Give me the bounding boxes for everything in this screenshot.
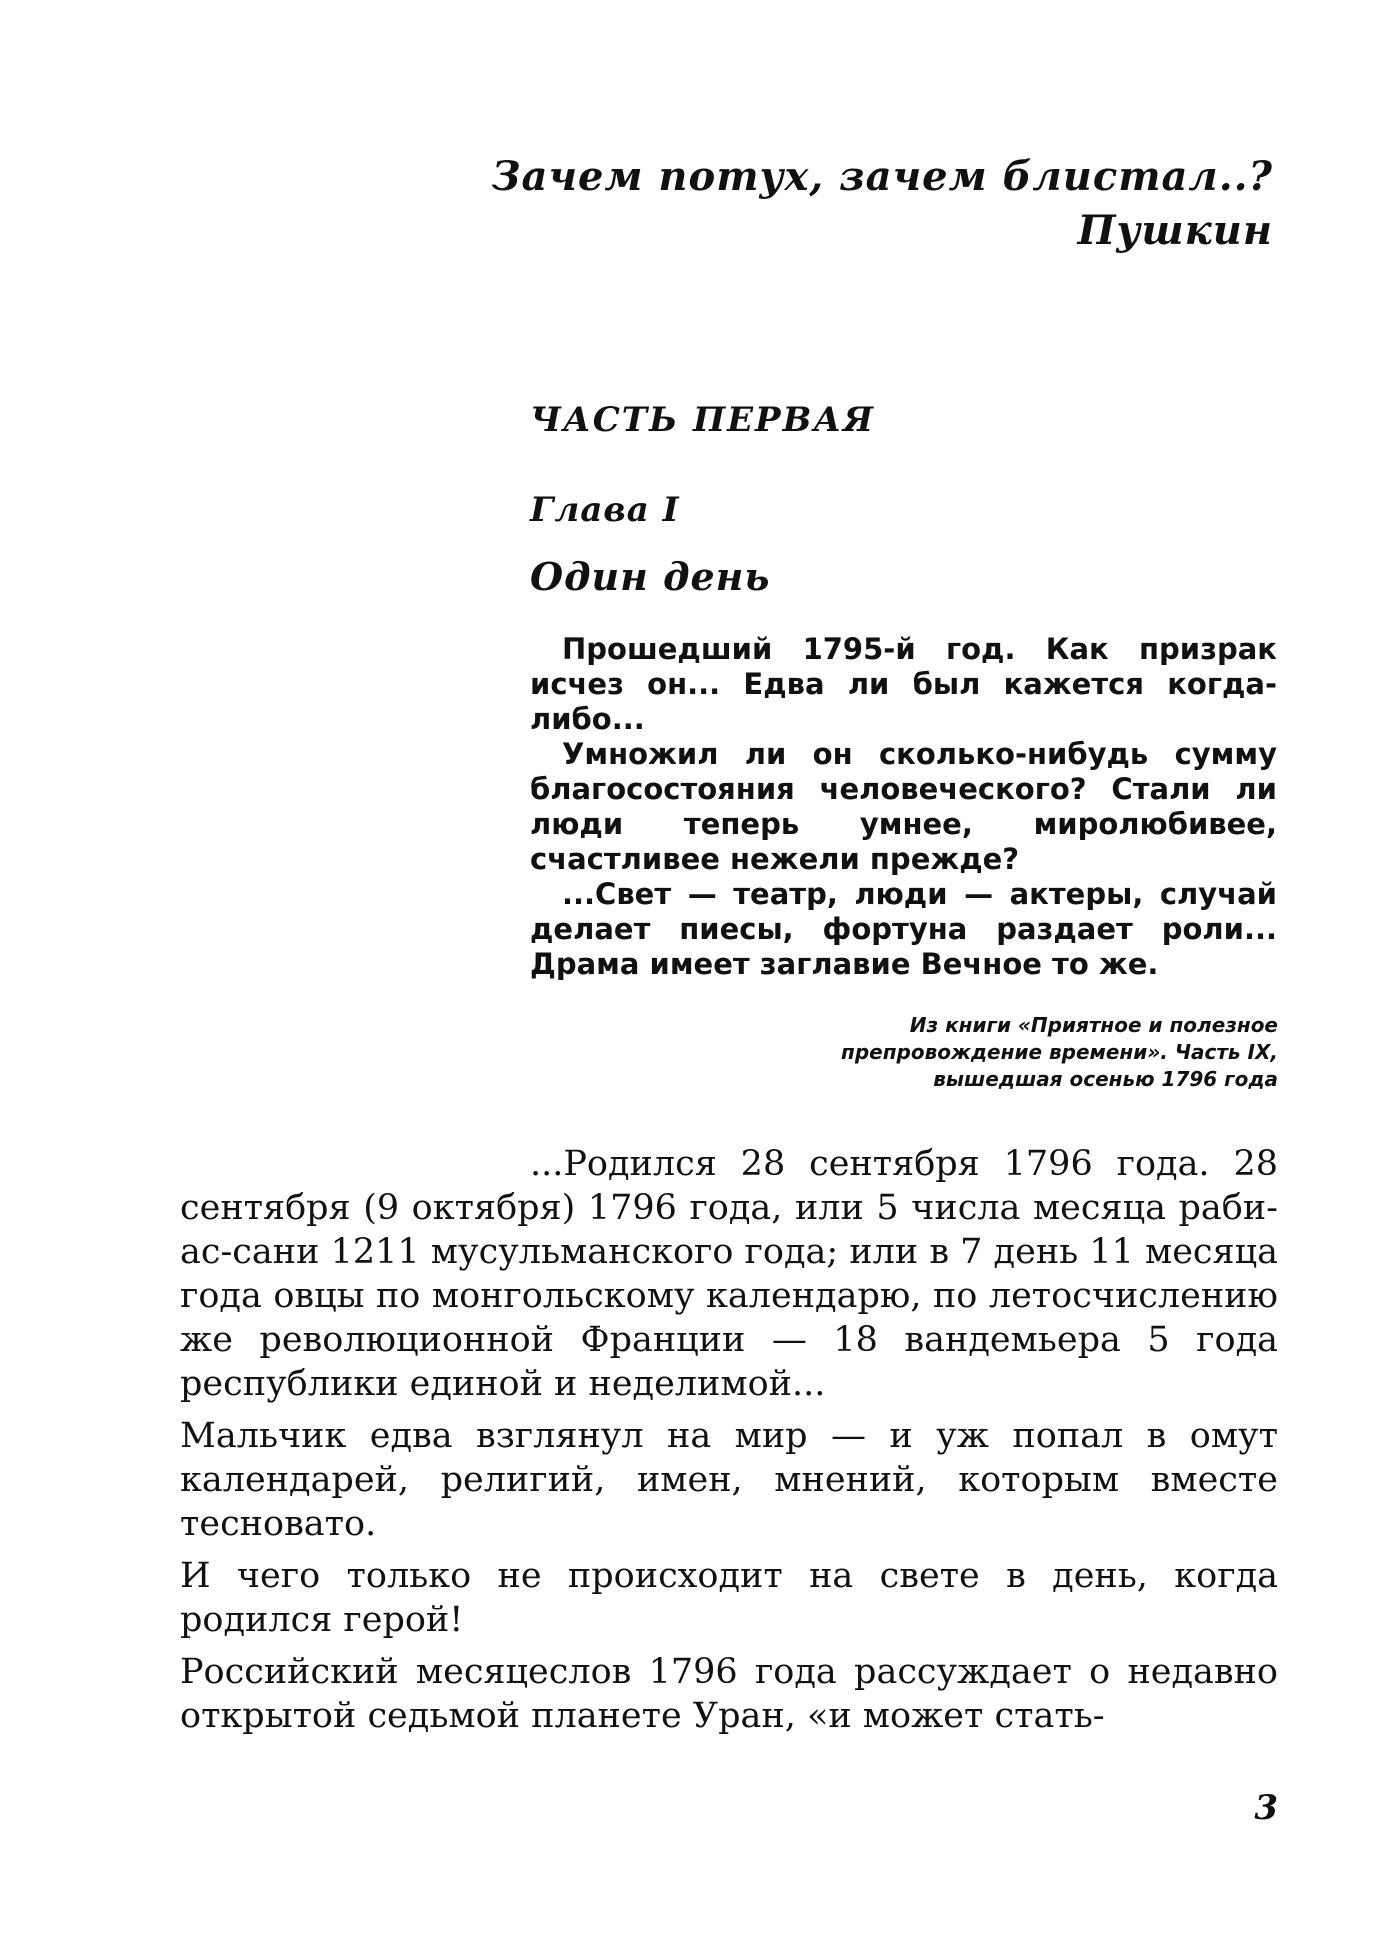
epigraph-source: [758, 1012, 1278, 1093]
body-paragraph: Мальчик едва взглянул на мир — и уж попал в омут календарей, религий, имен, мнений, которым вместе тесновато.: [180, 1416, 1278, 1544]
source-line: Из книги «Приятное и полезное: [909, 1013, 1278, 1037]
body-paragraph: Российский месяцеслов 1796 года рассуждает о недавно открытой седьмой планете Уран, «и может стать-: [180, 1652, 1278, 1736]
epigraph-paragraph: Прошедший 1795-й год. Как призрак исчез он... Едва ли был кажется когда-либо...: [530, 632, 1277, 736]
chapter-epigraph: [530, 632, 1277, 982]
chapter-title: Один день: [530, 554, 771, 599]
body-paragraph: И чего только не происходит на свете в день, когда родился герой!: [180, 1556, 1278, 1640]
epigraph-text: ...Свет — театр, люди — актеры, случай делает пиесы, фортуна раздает роли... Драма имеет заглавие: [530, 877, 1277, 981]
body-text: [180, 1142, 1278, 1746]
source-line: вышедшая осенью 1796 года: [933, 1067, 1278, 1091]
epigraph-paragraph: [530, 877, 1277, 982]
epigraph-author: Пушкин: [1077, 207, 1273, 254]
part-title: ЧАСТЬ ПЕРВАЯ: [530, 400, 876, 440]
epigraph-quote: Зачем потух, зачем блистал..?: [491, 153, 1273, 200]
body-paragraph: ...Родился 28 сентября 1796 года. 28 сентября (9 октября) 1796 года, или 5 числа месяца раби-ас-сани 1211 мусульманского года; или в 7 день 11 месяца года овцы по монгольскому календарю, по летосчислению же революционной Франции — 18 вандемьера 5 года республики единой и неделимой...: [180, 1144, 1278, 1404]
source-line: препровождение времени». Часть IX,: [841, 1040, 1278, 1064]
epigraph-pushkin: [492, 150, 1273, 258]
page-number: 3: [1254, 1788, 1278, 1828]
chapter-label: Глава I: [530, 490, 680, 530]
epigraph-paragraph: Умножил ли он сколько-нибудь сумму благосостояния человеческого? Стали ли люди теперь умнее, миролюбивее, счастливее нежели прежде?: [530, 737, 1277, 876]
drama-title: Вечное то же.: [920, 947, 1159, 981]
